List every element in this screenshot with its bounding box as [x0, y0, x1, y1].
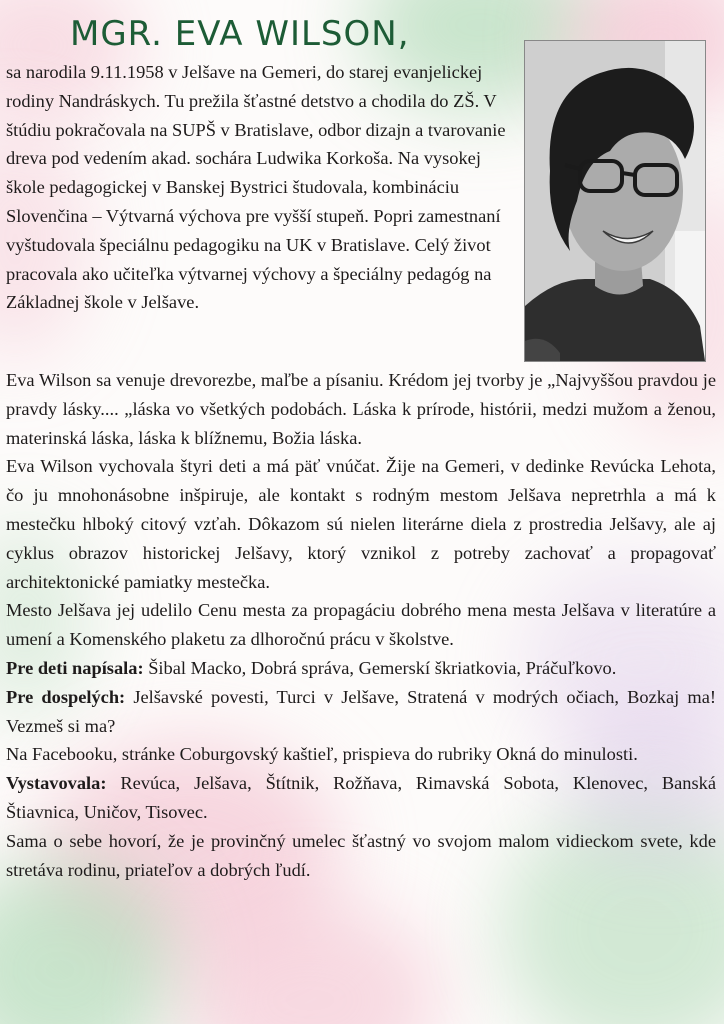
paragraph-children-books [6, 654, 716, 683]
portrait-illustration [525, 41, 705, 361]
paragraph-exhibitions [6, 769, 716, 827]
adult-books-list: Jelšavské povesti, Turci v Jelšave, Stratená v modrých očiach, Bozkaj ma! Vezmeš si ma? [6, 686, 716, 736]
paragraph-family: Eva Wilson vychovala štyri deti a má päť vnúčat. Žije na Gemeri, v dedinke Revúcka Lehota, čo ju mnohonásobne inšpiruje, ale kontakt s rodným mestom Jelšava nepretrhla a má k mestečku hlboký citový vzťah. Dôkazom sú nielen literárne diela z prostredia Jelšavy, ale aj cyklus obrazov historickej Jelšavy, ktorý vznikol z potreby zachovať a propagovať architektonické pamiatky mestečka. [6, 456, 716, 592]
children-books-label: Pre deti napísala: [6, 657, 144, 678]
exhibitions-list: Revúca, Jelšava, Štítnik, Rožňava, Rimavská Sobota, Klenovec, Banská Štiavnica, Uničov, Tisovec. [6, 773, 716, 822]
paragraph-adult-books [6, 683, 716, 741]
paragraph-creed: Eva Wilson sa venuje drevorezbe, maľbe a písaniu. Krédom jej tvorby je „Najvyššou pravdou je pravdy lásky.... „láska vo všetkých podobách. Láska k prírode, histórii, medzi mužom a ženou, materinská láska, láska k blížnemu, Božia láska. [6, 370, 716, 448]
portrait-photo [524, 40, 706, 362]
page-title: MGR. EVA WILSON, [70, 14, 410, 54]
children-books-list: Šibal Macko, Dobrá správa, Gemerskí škriatkovia, Práčuľkovo. [143, 657, 617, 678]
paragraph-facebook: Na Facebooku, stránke Coburgovský kaštieľ, prispieva do rubriky Okná do minulosti. [6, 744, 638, 765]
exhibitions-label: Vystavovala: [6, 773, 107, 794]
adult-books-label: Pre dospelých: [6, 686, 126, 707]
paragraph-awards: Mesto Jelšava jej udelilo Cenu mesta za propagáciu dobrého mena mesta Jelšava v literatúre a umení a Komenského plaketu za dlhoročnú prácu v školstve. [6, 600, 716, 650]
paragraph-closing: Sama o sebe hovorí, že je provinčný umelec šťastný vo svojom malom vidieckom svete, kde stretáva rodinu, priateľov a dobrých ľudí. [6, 830, 716, 880]
biography-body [6, 366, 716, 884]
intro-paragraph: sa narodila 9.11.1958 v Jelšave na Gemeri, do starej evanjelickej rodiny Nandráskych. Tu prežila šťastné detstvo a chodila do ZŠ. V štúdiu pokračovala na SUPŠ v Bratislave, odbor dizajn a tvarovanie dreva pod vedením akad. sochára Ludwika Korkoša. Na vysokej škole pedagogickej v Banskej Bystrici študovala, kombináciu Slovenčina – Výtvarná výchova pre vyšší stupeň. Popri zamestnaní vyštudovala špeciálnu pedagogiku na UK v Bratislave. Celý život pracovala ako učiteľka výtvarnej výchovy a špeciálny pedagóg na Základnej škole v Jelšave. [6, 62, 506, 313]
